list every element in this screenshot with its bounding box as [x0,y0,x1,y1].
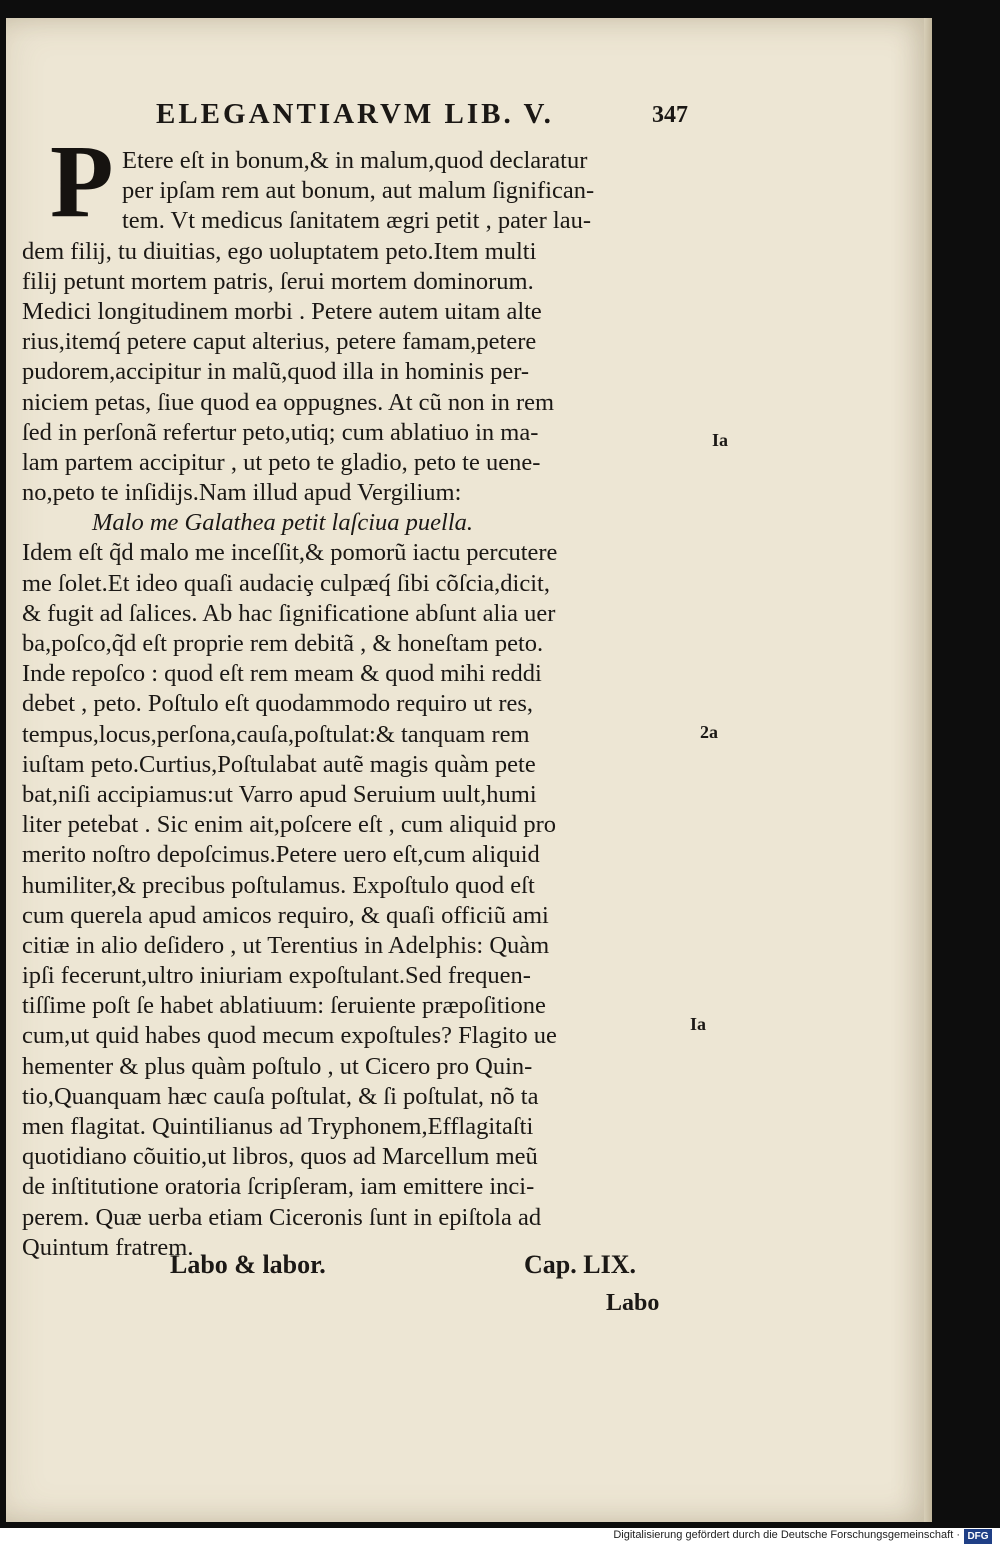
page-number: 347 [652,102,688,128]
text-line: tem. Vt medicus ſanitatem ægri petit , pater lau- [122,207,592,235]
text-line: me ſolet.Et ideo quaſi audaciȩ culpæq́ ſibi cõſcia,dicit, [22,569,550,597]
dfg-logo-icon: DFG [964,1529,992,1544]
text-line: quotidiano cõuitio,ut libros, quos ad Marcellum meũ [22,1143,538,1171]
text-line: tio,Quanquam hæc cauſa poſtulat, & ſi poſtulat, nõ ta [22,1082,539,1110]
text-line: merito noſtro depoſcimus.Petere uero eſt,cum aliquid [22,841,540,869]
catchword: Labo [606,1290,660,1316]
text-line: Quintum fratrem. [22,1233,194,1261]
text-line: lam partem accipitur , ut peto te gladio, peto te uene- [22,448,541,476]
text-line: perem. Quæ uerba etiam Ciceronis ſunt in epiſtola ad [22,1203,542,1231]
page-header [156,98,696,138]
text-line: Etere eſt in bonum,& in malum,quod declaratur [122,147,588,174]
margin-note: 2a [700,722,718,742]
text-line: hementer & plus quàm poſtulo , ut Cicero pro Quin- [22,1052,533,1080]
text-line: rius,itemq́ petere caput alterius, petere famam,petere [22,328,537,356]
verse-quote: Malo me Galathea petit laſciua puella. [92,509,474,537]
text-line: citiæ in alio deſidero , ut Terentius in Adelphis: Quàm [22,931,550,959]
text-line: Inde repoſco : quod eſt rem meam & quod mihi reddi [22,660,542,688]
text-line: cum,ut quid habes quod mecum expoſtules? Flagito ue [22,1022,557,1050]
text-line: ſed in perſonã refertur peto,utiq; cum ablatiuo in ma- [22,418,539,446]
text-line: ipſi fecerunt,ultro iniuriam expoſtulant.Sed frequen- [22,962,531,990]
margin-note: Ia [690,1014,707,1034]
text-line: Medici longitudinem morbi . Petere autem uitam alte [22,297,542,325]
text-line: men flagitat. Quintilianus ad Tryphonem,Efflagitaſti [22,1113,534,1140]
text-line: pudorem,accipitur in malũ,quod illa in hominis per- [22,358,530,386]
footer-bar [0,1528,1000,1546]
body-text [22,146,716,1263]
text-line: bat,niſi accipiamus:ut Varro apud Seruium uult,humi [22,780,537,808]
text-line: liter petebat . Sic enim ait,poſcere eſt , cum aliquid pro [22,811,557,839]
text-line: debet , peto. Poſtulo eſt quodammodo requiro ut res, [22,690,534,718]
text-line: filij petunt mortem patris, ſerui mortem dominorum. [22,267,534,295]
text-line: dem filij, tu diuitias, ego uoluptatem peto.Item multi [22,237,537,265]
running-head: ELEGANTIARVM LIB. V. [156,98,554,130]
chapter-title: Labo & labor. [170,1250,326,1279]
text-line: no,peto te inſidijs.Nam illud apud Vergilium: [22,479,462,507]
text-line: & fugit ad ſalices. Ab hac ſignificatione abſunt alia uer [22,599,556,627]
text-line: iuſtam peto.Curtius,Poſtulabat autẽ magis quàm pete [22,750,536,778]
page-fold-shadow [924,18,932,1522]
margin-note: Ia [712,430,729,450]
text-line: Idem eſt q̃d malo me inceſſit,& pomorũ iactu percutere [22,539,558,567]
text-line: per ipſam rem aut bonum, aut malum ſignifican- [122,177,595,205]
text-line: ba,poſco,q̃d eſt proprie rem debitã , & honeſtam peto. [22,630,544,657]
text-line: de inſtitutione oratoria ſcripſeram, iam emittere inci- [22,1173,535,1201]
text-line: tempus,locus,perſona,cauſa,poſtulat:& tanquam rem [22,720,530,748]
drop-cap: P [50,124,114,239]
text-line: cum querela apud amicos requiro, & quaſi officiũ ami [22,901,549,929]
text-line: tiſſime poſt ſe habet ablatiuum: ſeruiente præpoſitione [22,992,546,1020]
chapter-number: Cap. LIX. [524,1250,636,1279]
footer-credit: Digitalisierung gefördert durch die Deutsche Forschungsgemeinschaft · [613,1529,960,1541]
text-line: niciem petas, ſiue quod ea oppugnes. At cũ non in rem [22,388,555,416]
text-line: humiliter,& precibus poſtulamus. Expoſtulo quod eſt [22,871,535,899]
